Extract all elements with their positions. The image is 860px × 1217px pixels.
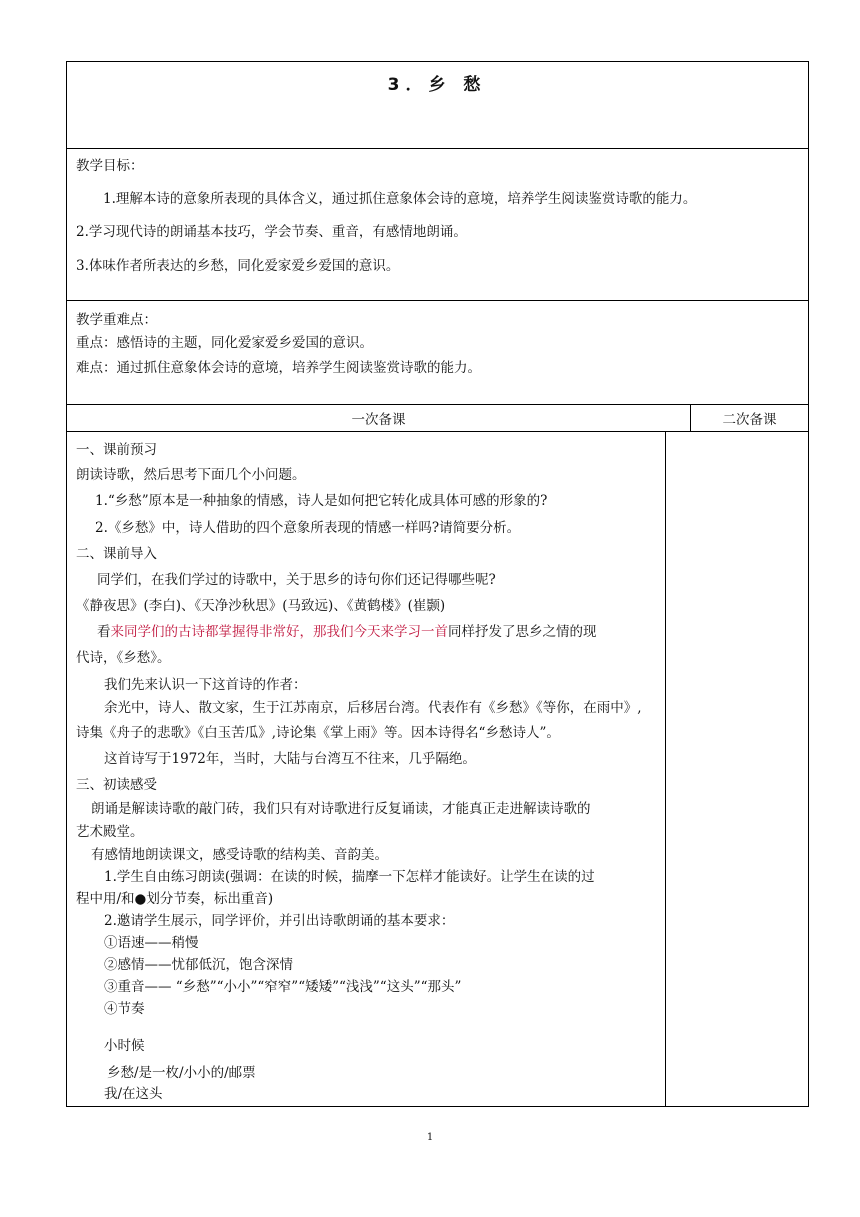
section-3-paragraph-3: 1.学生自由练习朗读(强调：在读的时候，揣摩一下怎样才能读好。让学生在读的过 [104,869,595,885]
section-3-title: 三、初读感受 [76,777,157,793]
poem-line-2: 乡愁/是一枚/小小的/邮票 [107,1065,256,1081]
column-header-first: 一次备课 [351,412,406,428]
section-2-paragraph-5: 余光中，诗人、散文家，生于江苏南京，后移居台湾。代表作有《乡愁》《等你，在雨中》, [104,700,642,716]
section-2-paragraph-1: 同学们，在我们学过的诗歌中，关于思乡的诗句你们还记得哪些呢? [97,572,496,588]
section-2-paragraph-3-cont: 代诗，《乡愁》。 [76,650,171,666]
objective-item-1: 1.理解本诗的意象所表现的具体含义，通过抓住意象体会诗的意境，培养学生阅读鉴赏诗歌的能力。 [103,191,697,207]
highlighted-text: 来同学们的古诗都掌握得非常好，那我们今天来学习一首 [110,624,448,640]
section-2-paragraph-3 [97,622,597,642]
section-3-paragraph-2: 有感情地朗读课文，感受诗歌的结构美、音韵美。 [91,847,388,863]
section-2-title: 二、课前导入 [76,546,157,562]
lesson-title: 3．乡 愁 [387,75,487,95]
paragraph-text: 看 [97,624,111,640]
page-number: 1 [426,1132,434,1143]
requirement-emotion: ②感情——忧郁低沉，饱含深情 [104,957,293,973]
content-second-cell [665,431,809,1107]
section-3-paragraph-1: 朗诵是解读诗歌的敲门砖，我们只有对诗歌进行反复诵读，才能真正走进解读诗歌的 [91,801,591,817]
section-3-paragraph-3-cont: 程中用/和●划分节奏，标出重音) [76,891,274,907]
paragraph-text: 同样抒发了思乡之情的现 [448,624,597,640]
keypoint-key: 重点：感悟诗的主题，同化爱家爱乡爱国的意识。 [76,335,373,351]
section-1-title: 一、课前预习 [76,442,157,458]
section-2-poem-list: 《静夜思》(李白)、《天净沙秋思》(马致远)、《黄鹤楼》(崔颢) [76,598,446,614]
keypoints-heading: 教学重难点： [76,312,157,328]
section-2-paragraph-4: 我们先来认识一下这首诗的作者： [104,677,307,693]
column-header-second: 二次备课 [722,412,777,428]
section-1-question-1: 1.“乡愁”原本是一种抽象的情感，诗人是如何把它转化成具体可感的形象的? [95,493,548,509]
keypoint-difficult: 难点：通过抓住意象体会诗的意境，培养学生阅读鉴赏诗歌的能力。 [76,360,481,376]
section-3-paragraph-4: 2.邀请学生展示，同学评价，并引出诗歌朗诵的基本要求： [104,913,455,929]
objective-item-3: 3.体味作者所表达的乡愁，同化爱家爱乡爱国的意识。 [76,258,400,274]
objectives-heading: 教学目标： [76,158,144,174]
section-1-intro: 朗读诗歌，然后思考下面几个小问题。 [76,467,306,483]
objective-item-2: 2.学习现代诗的朗诵基本技巧，学会节奏、重音，有感情地朗诵。 [76,224,467,240]
section-3-paragraph-1-cont: 艺术殿堂。 [76,824,144,840]
section-1-question-2: 2.《乡愁》中，诗人借助的四个意象所表现的情感一样吗?请简要分析。 [95,520,521,536]
requirement-rhythm: ④节奏 [104,1001,145,1017]
poem-line-1: 小时候 [104,1038,145,1054]
section-2-paragraph-6: 这首诗写于1972年，当时，大陆与台湾互不往来，几乎隔绝。 [104,751,476,767]
poem-line-3: 我/在这头 [104,1086,163,1102]
requirement-stress: ③重音—— “乡愁”“小小”“窄窄”“矮矮”“浅浅”“这头”“那头” [104,979,462,995]
requirement-speed: ①语速——稍慢 [104,935,199,951]
section-2-paragraph-5-cont: 诗集《舟子的悲歌》《白玉苦瓜》,诗论集《掌上雨》等。因本诗得名“乡愁诗人”。 [76,725,560,741]
